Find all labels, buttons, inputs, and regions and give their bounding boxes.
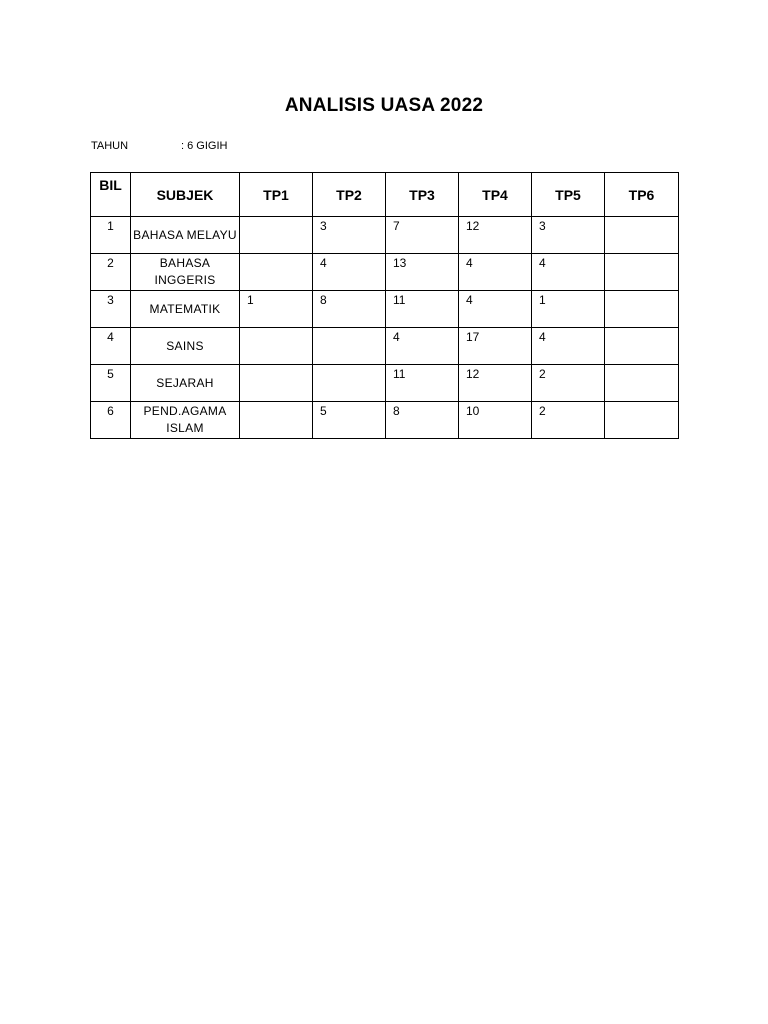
tp2-cell: 4 [313, 254, 386, 291]
tp6-cell [605, 291, 679, 328]
tp1-cell: 1 [240, 291, 313, 328]
header-tp3: TP3 [386, 173, 459, 217]
subject-cell: MATEMATIK [131, 291, 240, 328]
bil-cell: 4 [91, 328, 131, 365]
tp6-cell [605, 217, 679, 254]
tp4-cell: 10 [459, 402, 532, 439]
tp4-cell: 12 [459, 217, 532, 254]
tp1-cell [240, 217, 313, 254]
tp5-cell: 2 [532, 365, 605, 402]
tp1-cell [240, 365, 313, 402]
table-header-row [91, 173, 679, 217]
tp2-cell: 3 [313, 217, 386, 254]
tp5-cell: 4 [532, 328, 605, 365]
tp3-cell: 11 [386, 291, 459, 328]
bil-cell: 1 [91, 217, 131, 254]
header-tp4: TP4 [459, 173, 532, 217]
bil-cell: 5 [91, 365, 131, 402]
header-tp6: TP6 [605, 173, 679, 217]
tp1-cell [240, 254, 313, 291]
header-bil: BIL [91, 173, 131, 217]
tp5-cell: 1 [532, 291, 605, 328]
subject-cell: PEND.AGAMA ISLAM [131, 402, 240, 439]
tp4-cell: 17 [459, 328, 532, 365]
subject-cell: SAINS [131, 328, 240, 365]
tp3-cell: 11 [386, 365, 459, 402]
tp5-cell: 3 [532, 217, 605, 254]
tp1-cell [240, 402, 313, 439]
bil-cell: 2 [91, 254, 131, 291]
tp1-cell [240, 328, 313, 365]
table-row [91, 402, 679, 439]
tp2-cell: 5 [313, 402, 386, 439]
tp4-cell: 4 [459, 291, 532, 328]
tp2-cell [313, 328, 386, 365]
tp2-cell [313, 365, 386, 402]
table-body [91, 217, 679, 439]
header-subjek: SUBJEK [131, 173, 240, 217]
subject-cell: BAHASA INGGERIS [131, 254, 240, 291]
tp3-cell: 7 [386, 217, 459, 254]
tp6-cell [605, 402, 679, 439]
table-row [91, 365, 679, 402]
tp5-cell: 4 [532, 254, 605, 291]
table-row [91, 291, 679, 328]
table-row [91, 328, 679, 365]
bil-cell: 3 [91, 291, 131, 328]
year-value: : 6 GIGIH [181, 140, 228, 152]
bil-cell: 6 [91, 402, 131, 439]
analysis-table [90, 172, 679, 439]
header-tp5: TP5 [532, 173, 605, 217]
subject-cell: SEJARAH [131, 365, 240, 402]
tp3-cell: 8 [386, 402, 459, 439]
header-tp1: TP1 [240, 173, 313, 217]
tp6-cell [605, 254, 679, 291]
tp3-cell: 4 [386, 328, 459, 365]
tp4-cell: 4 [459, 254, 532, 291]
page-title: ANALISIS UASA 2022 [284, 95, 484, 116]
year-label: TAHUN [91, 140, 129, 152]
tp6-cell [605, 365, 679, 402]
header-tp2: TP2 [313, 173, 386, 217]
tp3-cell: 13 [386, 254, 459, 291]
tp2-cell: 8 [313, 291, 386, 328]
tp5-cell: 2 [532, 402, 605, 439]
tp4-cell: 12 [459, 365, 532, 402]
tp6-cell [605, 328, 679, 365]
subject-cell: BAHASA MELAYU [131, 217, 240, 254]
table-row [91, 217, 679, 254]
table-row [91, 254, 679, 291]
class-info [91, 140, 227, 152]
